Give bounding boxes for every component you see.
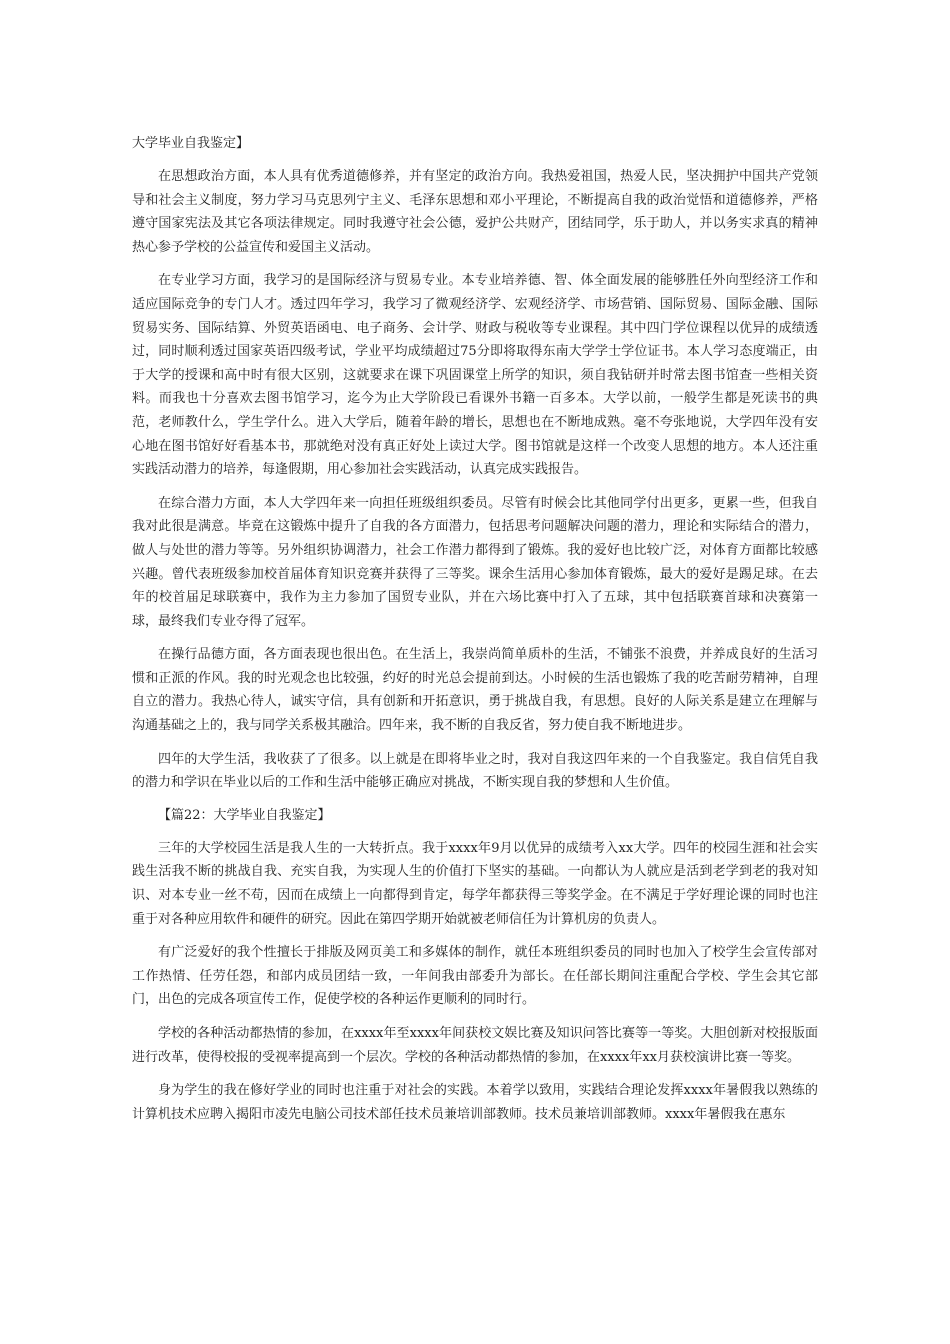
paragraph-hobbies: 有广泛爱好的我个性擅长于排版及网页美工和多媒体的制作，就任本班组织委员的同时也加入了校学生会宣传部对工作热情、任劳任怨，和部内成员团结一致，一年间我由部委升为部长。在任部长期间注重配合学校、学生会其它部门，出色的完成各项宣传工作，促使学校的各种运作更顺利的同时行。 bbox=[132, 945, 818, 1008]
paragraph-ability: 在综合潜力方面，本人大学四年来一向担任班级组织委员。尽管有时候会比其他同学付出更多，更累一些，但我自我对此很是满意。毕竟在这锻炼中提升了自我的各方面潜力，包括思考问题解决问题的潜力，理论和实际结合的潜力，做人与处世的潜力等等。另外组织协调潜力，社会工作潜力都得到了锻炼。我的爱好也比较广泛，对体育方面都比较感兴趣。曾代表班级参加校首届体育知识竞赛并获得了三等奖。课余生活用心参加体育锻炼，最大的爱好是踢足球。在去年的校首届足球联赛中，我作为主力参加了国贸专业队，并在六场比赛中打入了五球，其中包括联赛首球和决赛第一球，最终我们专业夺得了冠军。 bbox=[132, 495, 818, 629]
paragraph-activities: 学校的各种活动都热情的参加，在xxxx年至xxxx年间获校文娱比赛及知识问答比赛等一等奖。大胆创新对校报版面进行改革，使得校报的受视率提高到一个层次。学校的各种活动都热情的参加，在xxxx年xx月获校演讲比赛一等奖。 bbox=[132, 1026, 818, 1065]
document-body bbox=[132, 133, 818, 1136]
paragraph-practice: 身为学生的我在修好学业的同时也注重于对社会的实践。本着学以致用，实践结合理论发挥xxxx年暑假我以熟练的计算机技术应聘入揭阳市凌先电脑公司技术部任技术员兼培训部教师。技术员兼培训部教师。xxxx年暑假我在惠东 bbox=[132, 1083, 818, 1122]
document-heading: 大学毕业自我鉴定】 bbox=[132, 136, 250, 151]
paragraph-college-life: 三年的大学校园生活是我人生的一大转折点。我于xxxx年9月以优异的成绩考入xx大学。四年的校园生涯和社会实践生活我不断的挑战自我、充实自我，为实现人生的价值打下坚实的基础。一向都认为人就应是活到老学到老的我对知识、对本专业一丝不苟，因而在成绩上一向都得到肯定，每学年都获得三等奖学金。在不满足于学好理论课的同时也注重于对各种应用软件和硬件的研究。因此在第四学期开始就被老师信任为计算机房的负责人。 bbox=[132, 840, 818, 927]
paragraph-political: 在思想政治方面，本人具有优秀道德修养，并有坚定的政治方向。我热爱祖国，热爱人民，坚决拥护中国共产党领导和社会主义制度，努力学习马克思列宁主义、毛泽东思想和邓小平理论，不断提高自我的政治觉悟和道德修养，严格遵守国家宪法及其它各项法律规定。同时我遵守社会公德，爱护公共财产，团结同学，乐于助人，并以务实求真的精神热心参予学校的公益宣传和爱国主义活动。 bbox=[132, 169, 818, 255]
paragraph-conduct: 在操行品德方面，各方面表现也很出色。在生活上，我崇尚简单质朴的生活，不铺张不浪费，并养成良好的生活习惯和正派的作风。我的时光观念也比较强，约好的时光总会提前到达。小时候的生活也锻炼了我的吃苦耐劳精神，自理自立的潜力。我热心待人，诚实守信，具有创新和开拓意识，勇于挑战自我，有思想。良好的人际关系是建立在理解与沟通基础之上的，我与同学关系极其融洽。四年来，我不断的自我反省，努力使自我不断地进步。 bbox=[132, 647, 818, 734]
paragraph-study: 在专业学习方面，我学习的是国际经济与贸易专业。本专业培养德、智、体全面发展的能够胜任外向型经济工作和适应国际竞争的专门人才。透过四年学习，我学习了微观经济学、宏观经济学、市场营销、国际贸易、国际金融、国际贸易实务、国际结算、外贸英语函电、电子商务、会计学、财政与税收等专业课程。其中四门学位课程以优异的成绩透过，同时顺利透过国家英语四级考试，学业平均成绩超过75分即将取得东南大学学士学位证书。本人学习态度端正，由于大学的授课和高中时有很大区别，这就要求在课下巩固课堂上所学的知识，须自我钻研并时常去图书馆查一些相关资料。而我也十分喜欢去图书馆学习，迄今为止大学阶段已看课外书籍一百多本。大学以前，一般学生都是死读书的典范，老师教什么，学生学什么。进入大学后，随着年龄的增长，思想也在不断地成熟。毫不夸张地说，大学四年没有安心地在图书馆好好看基本书，那就绝对没有真正好处上读过大学。图书馆就是这样一个改变人思想的地方。本人还注重实践活动潜力的培养，每逢假期，用心参加社会实践活动，认真完成实践报告。 bbox=[132, 273, 818, 478]
section-title: 【篇22：大学毕业自我鉴定】 bbox=[158, 807, 331, 823]
paragraph-summary: 四年的大学生活，我收获了了很多。以上就是在即将毕业之时，我对自我这四年来的一个自我鉴定。我自信凭自我的潜力和学识在毕业以后的工作和生活中能够正确应对挑战，不断实现自我的梦想和人生价值。 bbox=[132, 751, 818, 791]
